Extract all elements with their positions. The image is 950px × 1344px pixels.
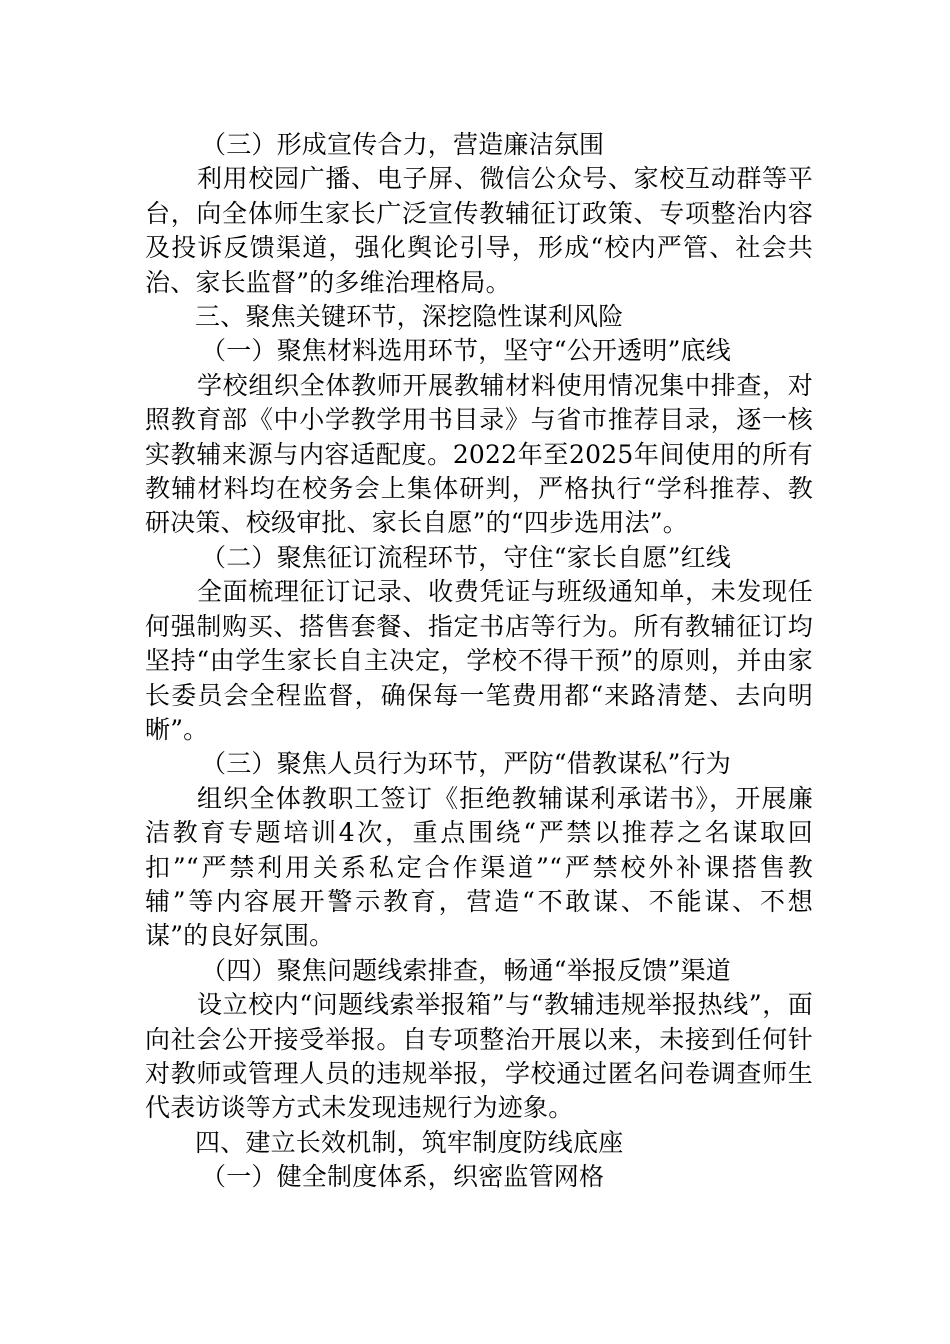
subsection-heading-material-selection: （一）聚焦材料选用环节，坚守“公开透明”底线 [201, 336, 731, 366]
subsection-heading-system: （一）健全制度体系，织密监管网格 [201, 1162, 605, 1192]
subsection-heading-ordering-process: （二）聚焦征订流程环节，守住“家长自愿”红线 [201, 542, 731, 572]
section-heading-3: 三、聚焦关键环节，深挖隐性谋利风险 [195, 302, 624, 332]
body-paragraph-material-selection: 学校组织全体教师开展教辅材料使用情况集中排查，对照教育部《中小学教学用书目录》与省市推荐目录，逐一核实教辅来源与内容适配度。2022年至2025年间使用的所有教辅材料均在校务会上集体研判，严格执行“学科推荐、教研决策、校级审批、家长自愿”的“四步选用法”。 [145, 370, 813, 538]
document-body [145, 128, 813, 1195]
body-paragraph-publicity: 利用校园广播、电子屏、微信公众号、家校互动群等平台，向全体师生家长广泛宣传教辅征订政策、专项整治内容及投诉反馈渠道，强化舆论引导，形成“校内严管、社会共治、家长监督”的多维治理格局。 [145, 164, 813, 297]
subsection-heading-publicity: （三）形成宣传合力，营造廉洁氛围 [201, 130, 605, 159]
body-paragraph-personnel-conduct: 组织全体教职工签订《拒绝教辅谋利承诺书》，开展廉洁教育专题培训4次，重点围绕“严禁以推荐之名谋取回扣”“严禁利用关系私定合作渠道”“严禁校外补课搭售教辅”等内容展开警示教育，营造“不敢谋、不能谋、不想谋”的良好氛围。 [145, 783, 813, 951]
section-heading-4: 四、建立长效机制，筑牢制度防线底座 [195, 1127, 624, 1157]
body-paragraph-clue-investigation: 设立校内“问题线索举报箱”与“教辅违规举报热线”，面向社会公开接受举报。自专项整治开展以来，未接到任何针对教师或管理人员的违规举报，学校通过匿名问卷调查师生代表访谈等方式未发现违规行为迹象。 [145, 990, 813, 1123]
subsection-heading-personnel-conduct: （三）聚焦人员行为环节，严防“借教谋私”行为 [201, 749, 731, 779]
body-paragraph-ordering-process: 全面梳理征订记录、收费凭证与班级通知单，未发现任何强制购买、搭售套餐、指定书店等行为。所有教辅征订均坚持“由学生家长自主决定，学校不得干预”的原则，并由家长委员会全程监督，确保每一笔费用都“来路清楚、去向明晰”。 [145, 577, 813, 744]
subsection-heading-clue-investigation: （四）聚焦问题线索排查，畅通“举报反馈”渠道 [201, 955, 731, 985]
